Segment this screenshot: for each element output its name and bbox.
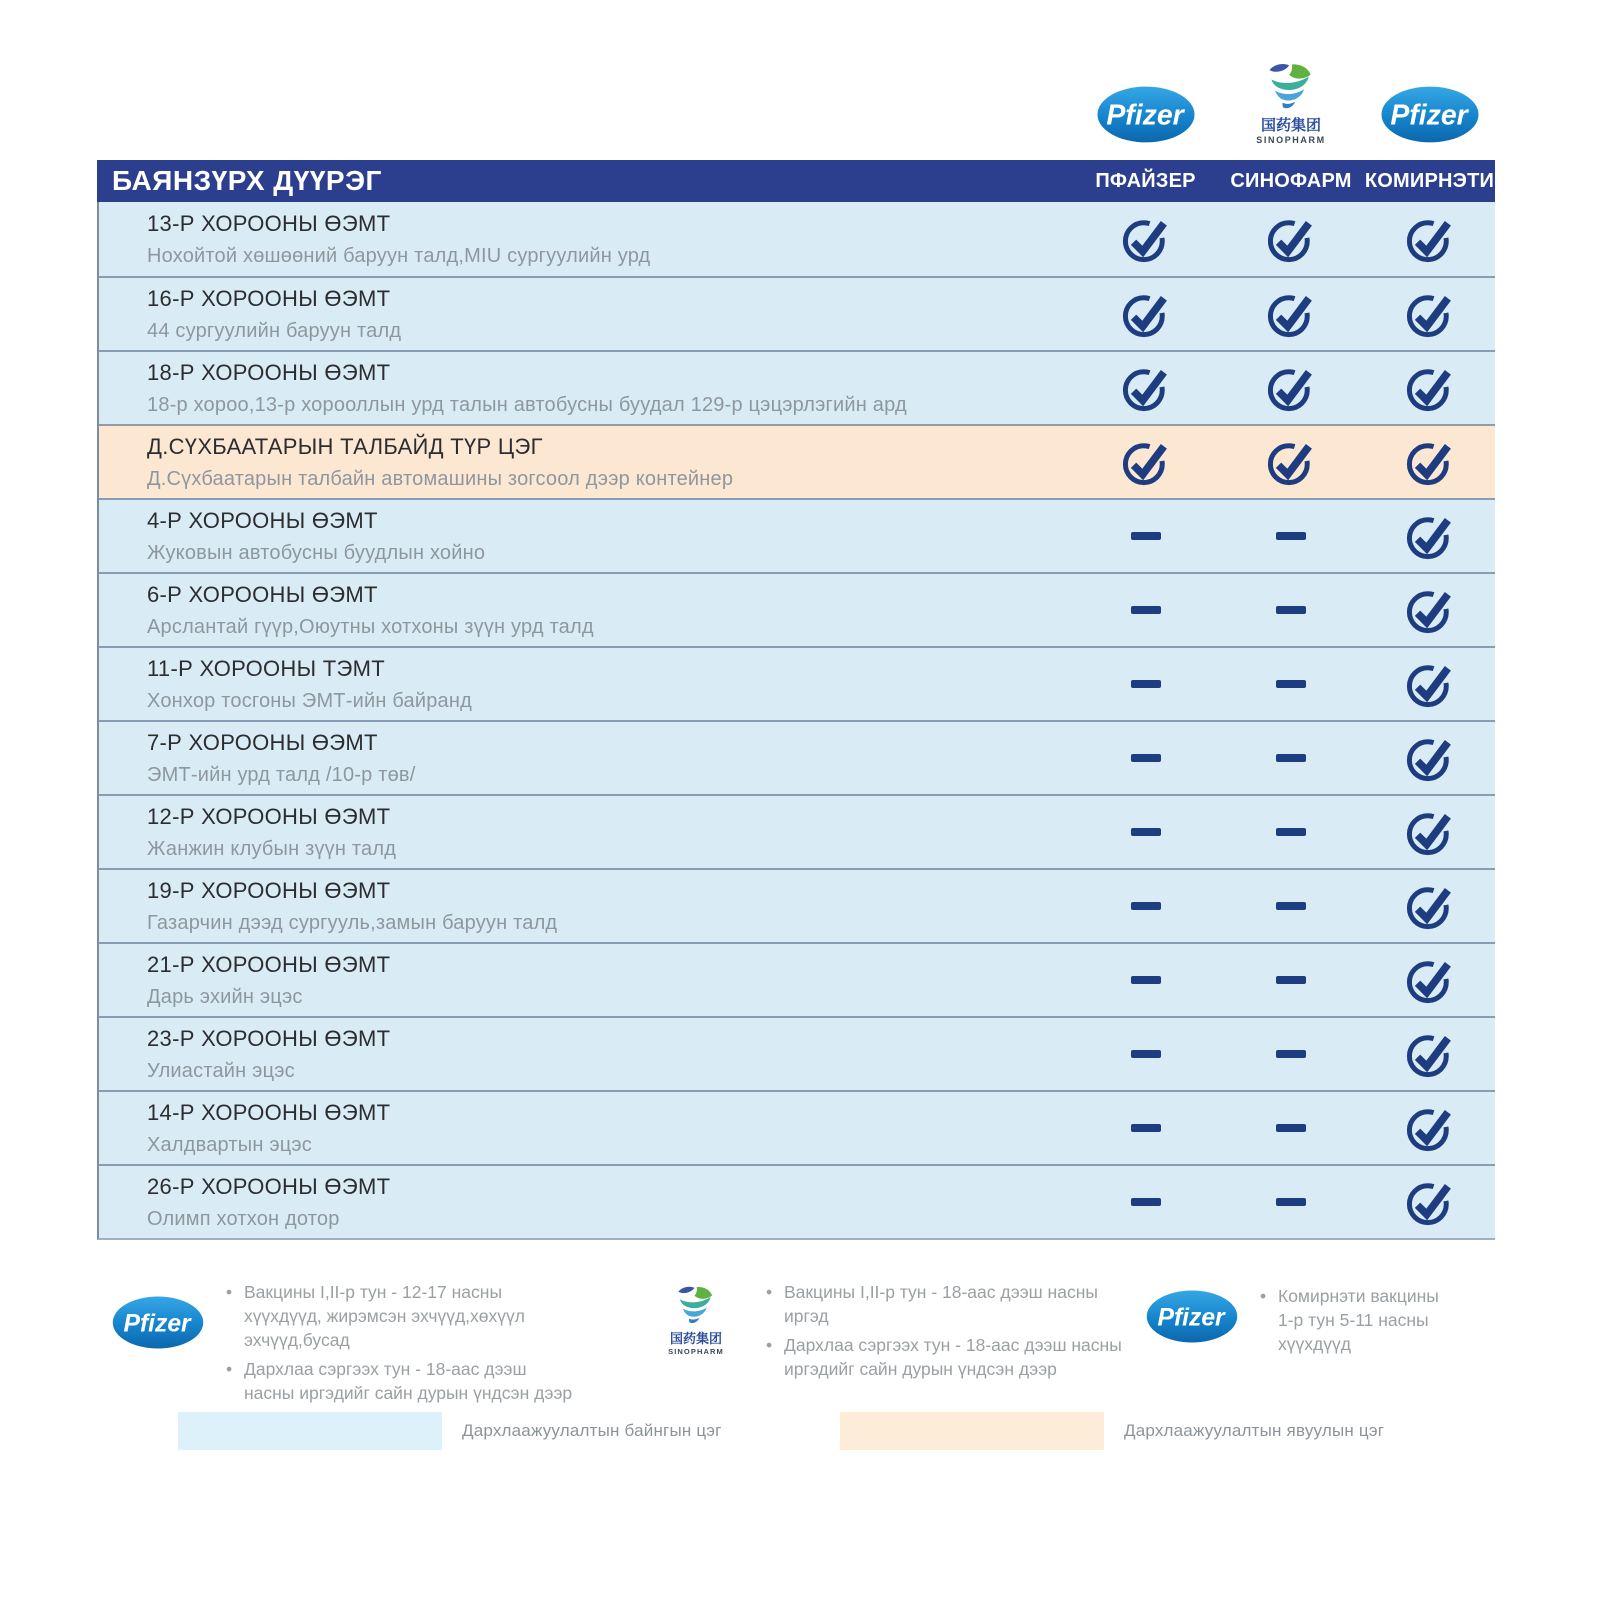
pfizer-logo	[1350, 86, 1510, 148]
check-circle-icon	[1404, 436, 1456, 488]
point-title: 19-Р ХОРООНЫ ӨЭМТ	[147, 877, 391, 903]
mark-cell-sinopharm	[1218, 352, 1364, 424]
dash-icon	[1276, 902, 1306, 910]
sinopharm-en-text: SINOPHARM	[668, 1347, 724, 1356]
mark-cell-comirnaty	[1364, 278, 1495, 350]
dash-icon	[1131, 828, 1161, 836]
column-header-comirnaty: КОМИРНЭТИ	[1364, 169, 1495, 192]
check-circle-icon	[1120, 436, 1172, 488]
point-title: 7-Р ХОРООНЫ ӨЭМТ	[147, 729, 378, 755]
table-row	[99, 646, 1495, 720]
mark-cell-comirnaty	[1364, 870, 1495, 942]
row-label	[99, 1166, 1073, 1238]
mark-cell-sinopharm	[1218, 1092, 1364, 1164]
check-circle-icon	[1404, 658, 1456, 710]
column-header-sinopharm: СИНОФАРМ	[1230, 169, 1352, 192]
mark-cell-pfizer	[1073, 426, 1218, 498]
table-row	[99, 202, 1495, 276]
mark-cell-pfizer	[1073, 1166, 1218, 1238]
row-label	[99, 278, 1073, 350]
row-label	[99, 1092, 1073, 1164]
pfizer-wordmark: Pfizer	[1157, 1304, 1225, 1332]
footnote-bullet: • Дархлаа сэргээх тун - 18-аас дээш насны иргэдийг сайн дурын үндсэн дээр	[766, 1333, 1128, 1381]
mobile-point-label: Дархлаажуулалтын явуулын цэг	[1124, 1421, 1385, 1440]
comirnaty-footnote-list	[1260, 1284, 1452, 1361]
mark-cell-sinopharm	[1218, 648, 1364, 720]
dash-icon	[1276, 828, 1306, 836]
mark-cell-sinopharm	[1218, 202, 1364, 276]
sinopharm-en-text: SINOPHARM	[1256, 135, 1326, 145]
dash-icon	[1131, 1050, 1161, 1058]
check-circle-icon	[1404, 1028, 1456, 1080]
check-circle-icon	[1404, 1102, 1456, 1154]
check-circle-icon	[1404, 584, 1456, 636]
check-circle-icon	[1120, 213, 1172, 265]
row-label	[99, 722, 1073, 794]
mark-cell-pfizer	[1073, 352, 1218, 424]
table-row	[99, 350, 1495, 424]
point-title: 21-Р ХОРООНЫ ӨЭМТ	[147, 951, 391, 977]
point-location: 18-р хороо,13-р хорооллын урд талын автобусны буудал 129-р цэцэрлэгийн ард	[147, 393, 907, 416]
table-row	[99, 498, 1495, 572]
check-circle-icon	[1265, 362, 1317, 414]
point-title: 18-Р ХОРООНЫ ӨЭМТ	[147, 359, 391, 385]
footnote-bullet: • Вакцины I,II-р тун - 12-17 насны хүүхдүүд, жирэмсэн эхчүүд,хөхүүл эхчүүд,бусад	[226, 1280, 578, 1352]
mark-cell-sinopharm	[1218, 1166, 1364, 1238]
dash-icon	[1131, 902, 1161, 910]
point-title: 11-Р ХОРООНЫ ТЭМТ	[147, 655, 386, 681]
mark-cell-sinopharm	[1218, 944, 1364, 1016]
pfizer-oval-icon	[112, 1296, 204, 1349]
mark-cell-sinopharm	[1218, 1018, 1364, 1090]
district-title: БАЯНЗҮРХ ДҮҮРЭГ	[112, 165, 382, 196]
dash-icon	[1276, 1124, 1306, 1132]
mark-cell-pfizer	[1073, 202, 1218, 276]
dash-icon	[1131, 1124, 1161, 1132]
pfizer-footnote-list	[226, 1280, 578, 1410]
point-location: 44 сургуулийн баруун талд	[147, 319, 402, 342]
table-row	[99, 794, 1495, 868]
mark-cell-comirnaty	[1364, 1018, 1495, 1090]
row-label	[99, 574, 1073, 646]
row-label	[99, 202, 1073, 276]
row-label	[99, 1018, 1073, 1090]
pfizer-oval-icon	[1097, 86, 1195, 143]
check-circle-icon	[1404, 732, 1456, 784]
row-label	[99, 500, 1073, 572]
mark-cell-sinopharm	[1218, 500, 1364, 572]
mark-cell-comirnaty	[1364, 500, 1495, 572]
mark-cell-comirnaty	[1364, 1092, 1495, 1164]
mark-cell-pfizer	[1073, 278, 1218, 350]
row-label	[99, 352, 1073, 424]
point-title: 16-Р ХОРООНЫ ӨЭМТ	[147, 285, 391, 311]
mark-cell-sinopharm	[1218, 722, 1364, 794]
pfizer-wordmark: Pfizer	[1390, 99, 1468, 132]
mark-cell-comirnaty	[1364, 352, 1495, 424]
check-circle-icon	[1120, 362, 1172, 414]
vaccine-points-table	[97, 160, 1495, 1240]
table-row	[99, 276, 1495, 350]
dash-icon	[1131, 606, 1161, 614]
dash-icon	[1131, 754, 1161, 762]
point-title: 6-Р ХОРООНЫ ӨЭМТ	[147, 581, 378, 607]
dash-icon	[1276, 1198, 1306, 1206]
table-row	[99, 942, 1495, 1016]
sinopharm-footnote-list	[766, 1280, 1128, 1386]
mark-cell-pfizer	[1073, 500, 1218, 572]
pfizer-wordmark: Pfizer	[1106, 99, 1184, 132]
point-location: Олимп хотхон дотор	[147, 1207, 340, 1230]
check-circle-icon	[1120, 288, 1172, 340]
point-title: 4-Р ХОРООНЫ ӨЭМТ	[147, 507, 378, 533]
check-circle-icon	[1404, 288, 1456, 340]
sinopharm-cn-text: 国药集团	[669, 1331, 722, 1346]
check-circle-icon	[1265, 213, 1317, 265]
table-row	[99, 720, 1495, 794]
mark-cell-sinopharm	[1218, 426, 1364, 498]
check-circle-icon	[1404, 362, 1456, 414]
mark-cell-comirnaty	[1364, 574, 1495, 646]
check-circle-icon	[1404, 806, 1456, 858]
mark-cell-sinopharm	[1218, 870, 1364, 942]
dash-icon	[1131, 532, 1161, 540]
footnote-bullet: • Комирнэти вакцины 1-р тун 5-11 насны хүүхдүүд	[1260, 1284, 1452, 1356]
dash-icon	[1276, 754, 1306, 762]
sinopharm-emblem-icon	[1263, 60, 1319, 110]
mark-cell-sinopharm	[1218, 796, 1364, 868]
point-location: Жанжин клубын зүүн талд	[147, 837, 397, 860]
row-label	[99, 870, 1073, 942]
footnote-bullet: • Вакцины I,II-р тун - 18-аас дээш насны иргэд	[766, 1280, 1128, 1328]
dash-icon	[1276, 680, 1306, 688]
point-location: Хонхор тосгоны ЭМТ-ийн байранд	[147, 689, 472, 712]
row-label	[99, 426, 1073, 498]
mark-cell-pfizer	[1073, 944, 1218, 1016]
point-location: Жуковын автобусны буудлын хойно	[147, 541, 486, 564]
pfizer-oval-icon	[1146, 1290, 1238, 1343]
point-location: Нохойтой хөшөөний баруун талд,MIU сургуулийн урд	[147, 244, 651, 267]
mark-cell-comirnaty	[1364, 202, 1495, 276]
comirnaty-footnote	[1146, 1284, 1452, 1361]
table-row	[99, 868, 1495, 942]
point-title: 14-Р ХОРООНЫ ӨЭМТ	[147, 1099, 391, 1125]
dash-icon	[1276, 606, 1306, 614]
point-title: 13-Р ХОРООНЫ ӨЭМТ	[147, 210, 391, 236]
sinopharm-footnote	[648, 1280, 1128, 1386]
permanent-point-swatch	[178, 1412, 442, 1450]
dash-icon	[1276, 1050, 1306, 1058]
mark-cell-comirnaty	[1364, 796, 1495, 868]
table-row	[99, 424, 1495, 498]
row-label	[99, 796, 1073, 868]
mark-cell-pfizer	[1073, 1018, 1218, 1090]
table-header	[97, 160, 1495, 202]
column-header-pfizer: ПФАЙЗЕР	[1095, 169, 1196, 192]
point-location: Улиастайн эцэс	[147, 1059, 295, 1082]
point-title: 26-Р ХОРООНЫ ӨЭМТ	[147, 1173, 391, 1199]
point-location: Арслантай гүүр,Оюутны хотхоны зүүн урд талд	[147, 615, 594, 638]
mark-cell-pfizer	[1073, 648, 1218, 720]
check-circle-icon	[1265, 436, 1317, 488]
mark-cell-pfizer	[1073, 722, 1218, 794]
mark-cell-comirnaty	[1364, 1166, 1495, 1238]
sinopharm-logo	[1211, 60, 1371, 145]
pfizer-logo	[112, 1296, 204, 1354]
sinopharm-logo	[648, 1284, 744, 1356]
point-location: Халдвартын эцэс	[147, 1133, 313, 1156]
mark-cell-pfizer	[1073, 574, 1218, 646]
pfizer-logo	[1146, 1290, 1238, 1348]
mark-cell-pfizer	[1073, 1092, 1218, 1164]
point-title: 23-Р ХОРООНЫ ӨЭМТ	[147, 1025, 391, 1051]
mark-cell-comirnaty	[1364, 944, 1495, 1016]
sinopharm-emblem-icon	[673, 1284, 719, 1324]
point-title: 12-Р ХОРООНЫ ӨЭМТ	[147, 803, 391, 829]
table-row	[99, 1016, 1495, 1090]
permanent-point-label: Дархлаажуулалтын байнгын цэг	[462, 1421, 722, 1440]
check-circle-icon	[1404, 213, 1456, 265]
check-circle-icon	[1404, 954, 1456, 1006]
check-circle-icon	[1265, 288, 1317, 340]
check-circle-icon	[1404, 1176, 1456, 1228]
point-title: Д.СҮХБААТАРЫН ТАЛБАЙД ТҮР ЦЭГ	[147, 433, 543, 459]
pfizer-wordmark: Pfizer	[123, 1310, 191, 1338]
dash-icon	[1276, 976, 1306, 984]
sinopharm-cn-text: 国药集团	[1260, 117, 1321, 134]
point-location: Д.Сүхбаатарын талбайн автомашины зогсоол дээр контейнер	[147, 467, 734, 490]
table-row	[99, 1164, 1495, 1238]
row-label	[99, 648, 1073, 720]
mark-cell-pfizer	[1073, 870, 1218, 942]
mobile-point-swatch	[840, 1412, 1104, 1450]
pfizer-logo	[1066, 86, 1226, 148]
pfizer-footnote	[112, 1280, 578, 1410]
dash-icon	[1131, 976, 1161, 984]
mark-cell-sinopharm	[1218, 574, 1364, 646]
table-row	[99, 572, 1495, 646]
table-row	[99, 1090, 1495, 1164]
table-rows	[97, 202, 1495, 1240]
point-location: ЭМТ-ийн урд талд /10-р төв/	[147, 763, 416, 786]
row-label	[99, 944, 1073, 1016]
mark-cell-sinopharm	[1218, 278, 1364, 350]
dash-icon	[1276, 532, 1306, 540]
check-circle-icon	[1404, 510, 1456, 562]
check-circle-icon	[1404, 880, 1456, 932]
dash-icon	[1131, 1198, 1161, 1206]
mark-cell-comirnaty	[1364, 426, 1495, 498]
mark-cell-comirnaty	[1364, 722, 1495, 794]
footnote-bullet: • Дархлаа сэргээх тун - 18-аас дээш насны иргэдийг сайн дурын үндсэн дээр	[226, 1357, 578, 1405]
point-location: Газарчин дээд сургууль,замын баруун талд	[147, 911, 558, 934]
mark-cell-pfizer	[1073, 796, 1218, 868]
point-location: Дарь эхийн эцэс	[147, 985, 303, 1008]
mark-cell-comirnaty	[1364, 648, 1495, 720]
dash-icon	[1131, 680, 1161, 688]
pfizer-oval-icon	[1381, 86, 1479, 143]
